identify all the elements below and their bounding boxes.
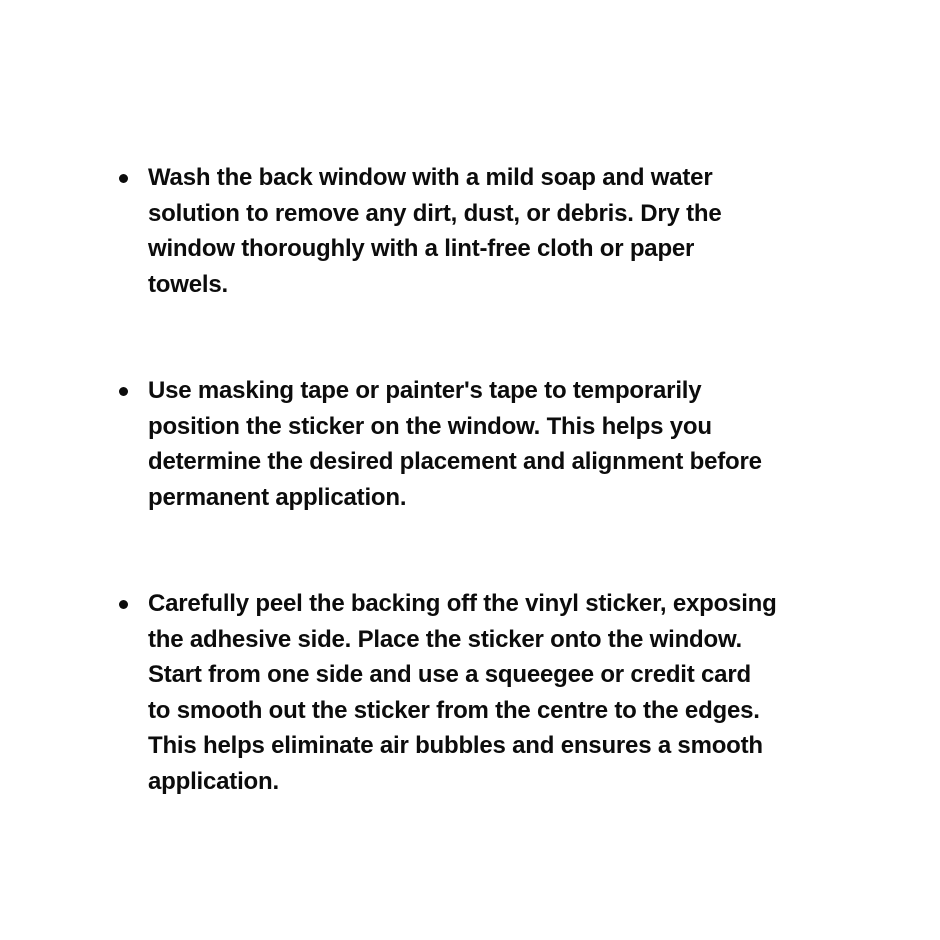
text-line: solution to remove any dirt, dust, or debris. Dry the	[148, 199, 722, 227]
text-line: position the sticker on the window. This helps you	[148, 412, 712, 440]
text-line: Use masking tape or painter's tape to temporarily	[148, 377, 702, 404]
text-line: This helps eliminate air bubbles and ensures a smooth	[148, 732, 763, 759]
text-line: application.	[148, 767, 279, 795]
bullet-marker	[119, 160, 148, 183]
bullet-icon	[119, 387, 128, 396]
list-item-text	[148, 373, 762, 515]
instructions-list	[119, 160, 839, 799]
list-item-text	[148, 160, 722, 302]
text-line: Wash the back window with a mild soap and water	[148, 164, 713, 191]
text-line: the adhesive side. Place the sticker onto the window.	[148, 625, 743, 653]
bullet-icon	[119, 600, 128, 609]
list-item-text	[148, 586, 777, 799]
list-item	[119, 160, 839, 302]
bullet-marker	[119, 586, 148, 609]
list-item	[119, 586, 839, 799]
text-line: Start from one side and use a squeegee or credit card	[148, 661, 751, 688]
text-line: window thoroughly with a lint-free cloth or paper	[148, 235, 695, 262]
bullet-icon	[119, 174, 128, 183]
text-line: Carefully peel the backing off the vinyl sticker, exposing	[148, 590, 777, 617]
text-line: towels.	[148, 270, 228, 298]
text-line: permanent application.	[148, 483, 407, 511]
text-line: to smooth out the sticker from the centre to the edges.	[148, 696, 760, 724]
bullet-marker	[119, 373, 148, 396]
list-item	[119, 373, 839, 515]
text-line: determine the desired placement and alignment before	[148, 448, 762, 475]
